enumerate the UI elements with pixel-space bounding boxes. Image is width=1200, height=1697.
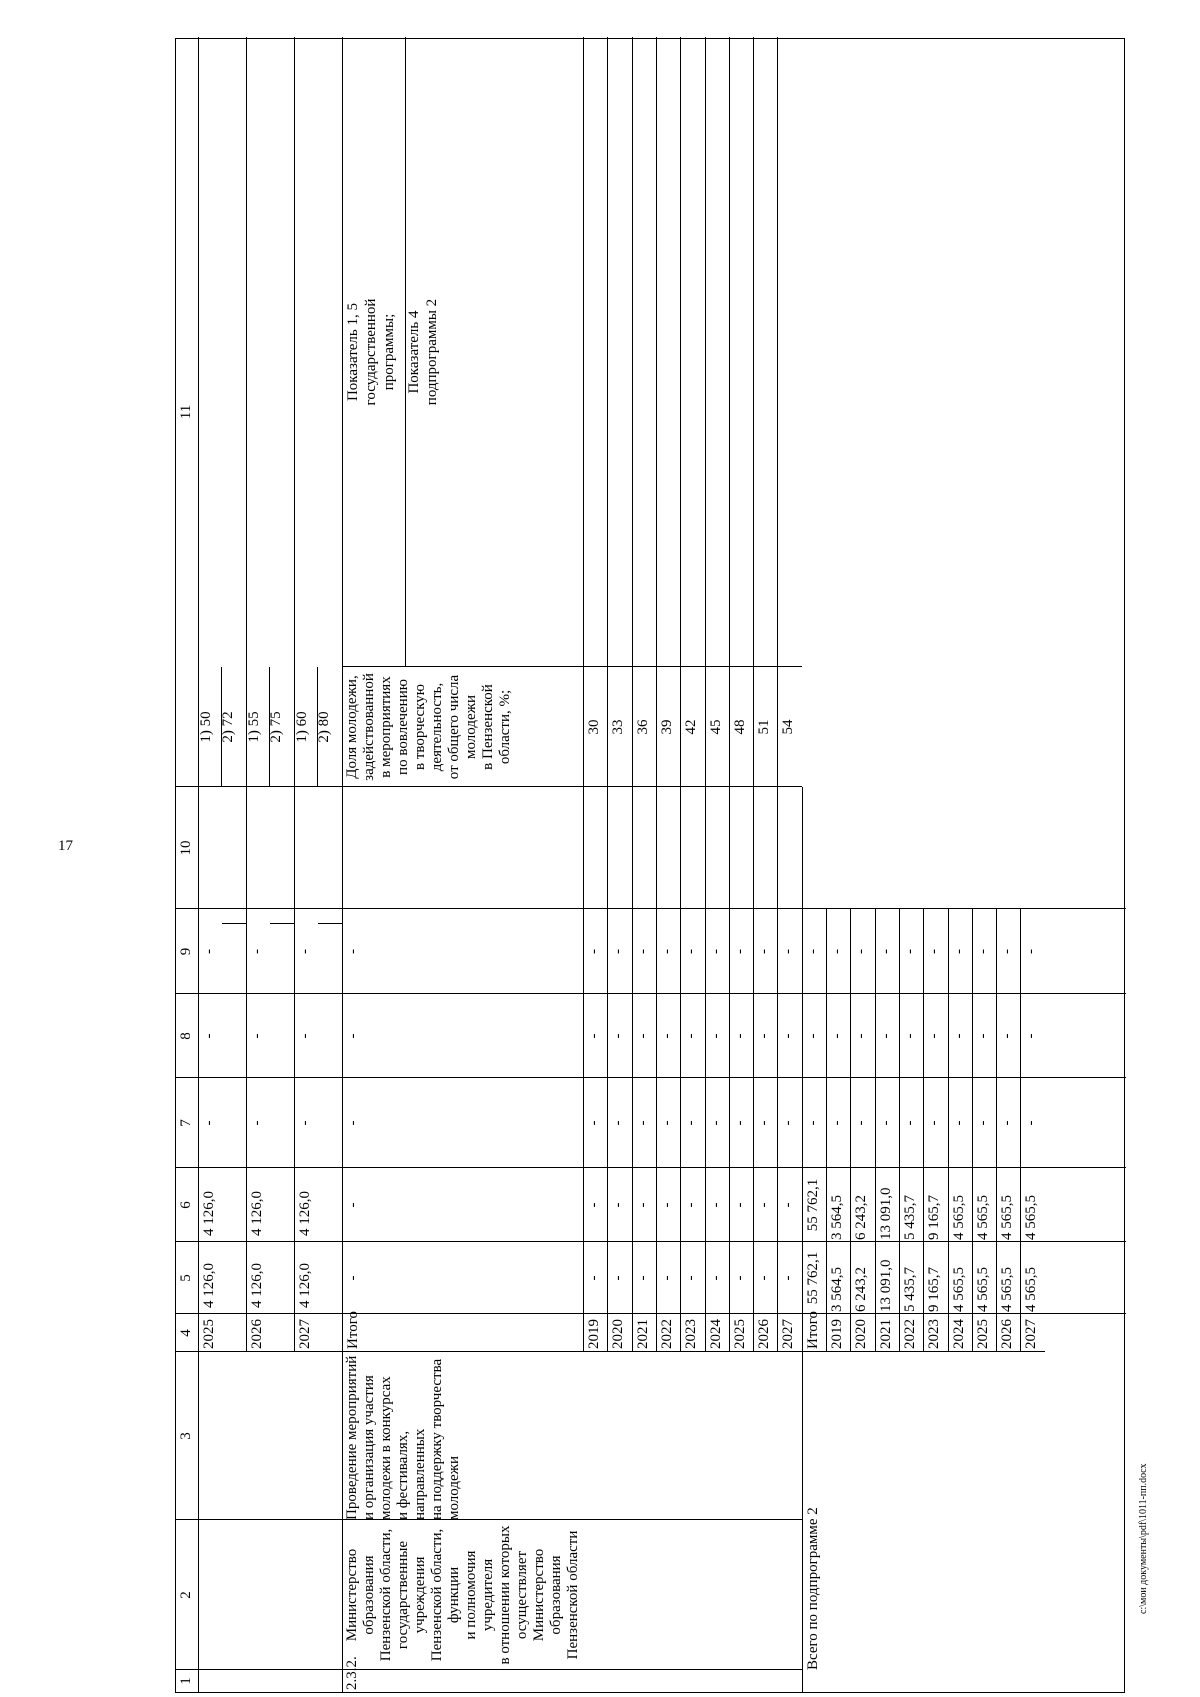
amount-cell: 5 435,7 bbox=[901, 1267, 918, 1312]
column-header: 3 bbox=[178, 1432, 194, 1440]
row-separator bbox=[705, 37, 706, 1352]
column-divider bbox=[342, 993, 802, 994]
table-cell: - bbox=[901, 1033, 918, 1039]
table-cell: - bbox=[707, 949, 724, 954]
column-divider bbox=[802, 993, 1126, 994]
table-cell: - bbox=[610, 1275, 627, 1281]
column-divider bbox=[802, 1167, 1126, 1168]
indicator-value: 36 bbox=[634, 719, 651, 735]
column-divider bbox=[342, 908, 802, 909]
amount-cell: 4 565,5 bbox=[1023, 1195, 1040, 1240]
amount-cell: 4 565,5 bbox=[999, 1195, 1016, 1240]
year-cell: 2023 bbox=[926, 1319, 943, 1349]
column-header: 10 bbox=[178, 840, 194, 856]
column-header: 8 bbox=[178, 1032, 194, 1040]
table-cell: - bbox=[926, 949, 943, 954]
table-cell: - bbox=[756, 1120, 773, 1126]
table-cell: - bbox=[1023, 1120, 1040, 1126]
indicator-value: 1) 50 bbox=[198, 711, 214, 743]
table-cell: - bbox=[999, 1033, 1016, 1039]
table-cell: - bbox=[634, 1120, 651, 1126]
year-cell: 2022 bbox=[658, 1319, 675, 1349]
table-cell: - bbox=[297, 1033, 313, 1039]
row-separator bbox=[729, 37, 730, 1352]
row-separator bbox=[826, 909, 827, 1352]
indicator-value: 2) 80 bbox=[316, 711, 332, 743]
table-cell: - bbox=[201, 1033, 217, 1039]
column-divider bbox=[802, 1241, 1126, 1242]
year-cell: 2027 bbox=[1023, 1319, 1040, 1349]
table-cell: - bbox=[780, 1202, 797, 1208]
row-separator bbox=[899, 909, 900, 1352]
indicator-value: 42 bbox=[683, 719, 700, 735]
amount-cell: 4 126,0 bbox=[297, 1191, 313, 1236]
table-cell: - bbox=[658, 1120, 675, 1126]
amount-cell: 3 564,5 bbox=[829, 1267, 845, 1312]
table-cell: - bbox=[780, 949, 797, 954]
table-cell: - bbox=[780, 1120, 797, 1126]
year-cell: 2025 bbox=[731, 1319, 748, 1349]
table-cell: - bbox=[901, 949, 918, 954]
amount-cell: 55 762,1 bbox=[804, 1251, 821, 1305]
column-divider bbox=[198, 1519, 342, 1520]
amount-cell: 4 565,5 bbox=[950, 1267, 967, 1312]
row-separator bbox=[342, 37, 343, 1352]
amount-cell: 9 165,7 bbox=[926, 1195, 943, 1240]
table-cell: - bbox=[974, 949, 991, 954]
table-cell: - bbox=[249, 949, 265, 954]
column-divider bbox=[342, 1669, 802, 1670]
header-divider bbox=[176, 908, 198, 909]
indicator-value: 39 bbox=[658, 719, 675, 735]
total-label: Итого bbox=[804, 1311, 821, 1349]
row-separator bbox=[583, 37, 584, 1352]
table-cell: - bbox=[707, 1202, 724, 1208]
executor-cell: Министерство образования Пензенской области, государственные учреждения Пензенской области, функции и полномочия учредителя в отношении которых осуществляет Министерство образования Пензенской области bbox=[344, 1525, 581, 1665]
table-cell: - bbox=[707, 1120, 724, 1126]
table-cell: - bbox=[634, 1275, 651, 1281]
table-cell: - bbox=[756, 1275, 773, 1281]
column-divider bbox=[198, 1351, 1045, 1352]
year-cell: 2026 bbox=[756, 1319, 773, 1349]
year-cell: 2025 bbox=[201, 1319, 217, 1349]
year-cell: 2020 bbox=[610, 1319, 627, 1349]
table-cell: - bbox=[756, 1033, 773, 1039]
column-divider bbox=[802, 1077, 1126, 1078]
table-cell: - bbox=[586, 1202, 602, 1208]
table-cell: - bbox=[731, 1202, 748, 1208]
table-cell: - bbox=[780, 1275, 797, 1281]
year-cell: 2024 bbox=[950, 1319, 967, 1349]
year-cell: 2026 bbox=[249, 1319, 265, 1349]
table-cell: - bbox=[586, 1275, 602, 1281]
amount-cell: 4 565,5 bbox=[974, 1267, 991, 1312]
table-cell: - bbox=[634, 949, 651, 954]
column-divider bbox=[198, 1241, 342, 1242]
row-separator bbox=[923, 909, 924, 1352]
table-cell: - bbox=[731, 1120, 748, 1126]
column-divider bbox=[342, 1167, 802, 1168]
table-cell: - bbox=[853, 949, 870, 954]
year-cell: 2026 bbox=[999, 1319, 1016, 1349]
table-cell: - bbox=[683, 1120, 700, 1126]
column-divider bbox=[198, 1313, 342, 1314]
table-cell: - bbox=[999, 1120, 1016, 1126]
column-header: 4 bbox=[178, 1329, 194, 1337]
table-cell: - bbox=[926, 1120, 943, 1126]
table-cell: - bbox=[950, 1033, 967, 1039]
column-header: 6 bbox=[178, 1201, 194, 1209]
table-cell: - bbox=[658, 949, 675, 954]
table-cell: - bbox=[658, 1033, 675, 1039]
amount-cell: 13 091,0 bbox=[877, 1259, 894, 1312]
table-cell: - bbox=[345, 1202, 361, 1208]
table-cell: - bbox=[853, 1033, 870, 1039]
indicator-value: 1) 60 bbox=[294, 711, 310, 743]
year-cell: 2027 bbox=[297, 1319, 313, 1349]
table-cell: - bbox=[297, 1120, 313, 1126]
header-divider bbox=[176, 1669, 198, 1670]
amount-cell: 3 564,5 bbox=[829, 1195, 845, 1240]
indicator-value: 30 bbox=[586, 719, 602, 735]
amount-cell: 4 126,0 bbox=[201, 1263, 217, 1308]
amount-cell: 4 126,0 bbox=[297, 1263, 313, 1308]
cell-stub bbox=[222, 923, 246, 924]
table-cell: - bbox=[610, 1120, 627, 1126]
header-divider bbox=[176, 1351, 198, 1352]
column-divider bbox=[342, 786, 802, 787]
table-cell: - bbox=[1023, 949, 1040, 954]
subprogram-total-label: Всего по подпрограмме 2 bbox=[804, 1507, 821, 1670]
table-cell: - bbox=[804, 949, 821, 954]
year-cell: 2019 bbox=[586, 1319, 602, 1349]
column-header: 9 bbox=[178, 947, 194, 956]
table-cell: - bbox=[586, 1120, 602, 1126]
row-separator bbox=[802, 787, 803, 1352]
item-number: 2.3.2. bbox=[344, 1656, 360, 1690]
table-cell: - bbox=[683, 1275, 700, 1281]
header-divider bbox=[176, 1167, 198, 1168]
year-cell: 2021 bbox=[877, 1319, 894, 1349]
table-cell: - bbox=[707, 1275, 724, 1281]
column-header: 5 bbox=[178, 1274, 194, 1282]
year-cell: 2020 bbox=[853, 1319, 870, 1349]
file-path-footer: c:\мои документы\pdf\1011-пп.docx bbox=[1138, 1463, 1149, 1614]
table-cell: - bbox=[853, 1120, 870, 1126]
page-number: 17 bbox=[58, 838, 73, 854]
amount-cell: 55 762,1 bbox=[804, 1178, 821, 1232]
cell-stub bbox=[318, 923, 342, 924]
table-cell: - bbox=[731, 1033, 748, 1039]
row-separator bbox=[777, 37, 778, 1352]
column-divider bbox=[342, 1241, 802, 1242]
amount-cell: 9 165,7 bbox=[926, 1267, 943, 1312]
table-cell: - bbox=[731, 949, 748, 954]
header-divider bbox=[176, 1241, 198, 1242]
table-cell: - bbox=[658, 1275, 675, 1281]
table-cell: - bbox=[586, 1033, 602, 1039]
table-cell: - bbox=[249, 1033, 265, 1039]
sub-row-separator bbox=[317, 667, 318, 787]
table-cell: - bbox=[610, 949, 627, 954]
row-separator bbox=[680, 37, 681, 1352]
table-cell: - bbox=[201, 1120, 217, 1126]
year-cell: 2022 bbox=[901, 1319, 918, 1349]
amount-cell: 5 435,7 bbox=[901, 1195, 918, 1240]
table-cell: - bbox=[877, 1033, 894, 1039]
table-cell: - bbox=[780, 1033, 797, 1039]
column-header: 7 bbox=[178, 1119, 194, 1127]
table-cell: - bbox=[610, 1033, 627, 1039]
row-separator bbox=[972, 909, 973, 1352]
year-cell: 2023 bbox=[683, 1319, 700, 1349]
year-cell: 2024 bbox=[707, 1319, 724, 1349]
amount-cell: 4 126,0 bbox=[249, 1263, 265, 1308]
column-divider bbox=[342, 1077, 802, 1078]
header-separator bbox=[198, 37, 199, 1692]
table-cell: - bbox=[345, 1275, 361, 1281]
table-cell: - bbox=[877, 949, 894, 954]
rotated-page-content bbox=[175, 38, 1125, 1693]
sub-row-separator bbox=[221, 667, 222, 787]
indicator-value: 2) 75 bbox=[268, 711, 284, 743]
indicator-value: 2) 72 bbox=[220, 711, 236, 743]
table-cell: - bbox=[731, 1275, 748, 1281]
table-cell: - bbox=[950, 1120, 967, 1126]
indicator-value: 1) 55 bbox=[246, 711, 262, 743]
total-label: Итого bbox=[345, 1311, 361, 1349]
table-cell: - bbox=[756, 949, 773, 954]
table-cell: - bbox=[999, 949, 1016, 954]
budget-table bbox=[175, 38, 1125, 1693]
indicator-name: Доля молодежи, задействованной в мероприятиях по вовлечению в творческую деятельность, от общего числа молодежи в Пензенской области, %; bbox=[344, 673, 513, 781]
table-cell: - bbox=[683, 1202, 700, 1208]
column-divider bbox=[342, 666, 802, 667]
amount-cell: 6 243,2 bbox=[853, 1267, 870, 1312]
table-cell: - bbox=[829, 1120, 845, 1126]
table-cell: - bbox=[297, 949, 313, 954]
column-header: 11 bbox=[178, 404, 194, 420]
indicator-value: 45 bbox=[707, 719, 724, 735]
header-divider bbox=[176, 1519, 198, 1520]
table-cell: - bbox=[683, 1033, 700, 1039]
column-divider bbox=[198, 1669, 342, 1670]
table-cell: - bbox=[345, 949, 361, 954]
header-divider bbox=[176, 1077, 198, 1078]
amount-cell: 4 565,5 bbox=[999, 1267, 1016, 1312]
table-cell: - bbox=[877, 1120, 894, 1126]
amount-cell: 4 126,0 bbox=[201, 1191, 217, 1236]
column-divider bbox=[802, 1313, 1126, 1314]
table-cell: - bbox=[345, 1033, 361, 1039]
column-divider bbox=[342, 1313, 802, 1314]
amount-cell: 6 243,2 bbox=[853, 1195, 870, 1240]
indicator-reference: Показатель 1, 5 государственной программы; bbox=[345, 298, 397, 406]
column-divider bbox=[342, 1519, 802, 1520]
row-separator bbox=[1020, 909, 1021, 1352]
table-cell: - bbox=[974, 1033, 991, 1039]
amount-cell: 4 565,5 bbox=[950, 1195, 967, 1240]
column-divider bbox=[198, 993, 342, 994]
header-divider bbox=[176, 1313, 198, 1314]
row-separator bbox=[875, 909, 876, 1352]
table-cell: - bbox=[974, 1120, 991, 1126]
table-cell: - bbox=[926, 1033, 943, 1039]
column-divider bbox=[198, 908, 342, 909]
table-cell: - bbox=[804, 1120, 821, 1126]
row-separator bbox=[607, 37, 608, 1352]
table-cell: - bbox=[901, 1120, 918, 1126]
year-cell: 2021 bbox=[634, 1319, 651, 1349]
table-cell: - bbox=[950, 949, 967, 954]
table-cell: - bbox=[634, 1202, 651, 1208]
row-separator bbox=[850, 909, 851, 1352]
table-cell: - bbox=[586, 949, 602, 954]
table-cell: - bbox=[1023, 1033, 1040, 1039]
table-cell: - bbox=[804, 1033, 821, 1039]
year-cell: 2019 bbox=[829, 1319, 845, 1349]
column-divider bbox=[198, 1077, 342, 1078]
row-separator bbox=[753, 37, 754, 1352]
table-cell: - bbox=[707, 1033, 724, 1039]
amount-cell: 4 565,5 bbox=[974, 1195, 991, 1240]
indicator-value: 48 bbox=[731, 719, 748, 735]
amount-cell: 4 565,5 bbox=[1023, 1267, 1040, 1312]
table-cell: - bbox=[345, 1120, 361, 1126]
amount-cell: 4 126,0 bbox=[249, 1191, 265, 1236]
row-separator bbox=[656, 37, 657, 1352]
header-divider bbox=[176, 993, 198, 994]
header-divider bbox=[176, 786, 198, 787]
row-separator bbox=[632, 37, 633, 1352]
table-cell: - bbox=[634, 1033, 651, 1039]
table-cell: - bbox=[658, 1202, 675, 1208]
table-cell: - bbox=[610, 1202, 627, 1208]
sub-row-separator bbox=[269, 667, 270, 787]
column-divider bbox=[802, 908, 1126, 909]
row-separator bbox=[342, 1352, 343, 1692]
indicator-value: 33 bbox=[610, 719, 627, 735]
row-separator bbox=[996, 909, 997, 1352]
indicator-value: 54 bbox=[780, 719, 797, 735]
indicator-reference: Показатель 4 подпрограммы 2 bbox=[406, 298, 440, 406]
column-header: 2 bbox=[178, 1591, 194, 1599]
measure-name: Проведение мероприятий и организация участия молодежи в конкурсах и фестивалях, направленных на поддержку творчества молодежи bbox=[344, 1355, 462, 1520]
table-cell: - bbox=[683, 949, 700, 954]
table-cell: - bbox=[756, 1202, 773, 1208]
amount-cell: 13 091,0 bbox=[877, 1187, 894, 1240]
year-cell: 2025 bbox=[974, 1319, 991, 1349]
table-cell: - bbox=[249, 1120, 265, 1126]
table-cell: - bbox=[829, 949, 845, 954]
section-separator bbox=[802, 1352, 803, 1692]
cell-stub bbox=[270, 923, 294, 924]
column-header: 1 bbox=[178, 1677, 194, 1685]
row-separator bbox=[948, 909, 949, 1352]
year-cell: 2027 bbox=[780, 1319, 797, 1349]
column-divider bbox=[198, 1167, 342, 1168]
table-cell: - bbox=[201, 949, 217, 954]
table-cell: - bbox=[829, 1033, 845, 1039]
indicator-value: 51 bbox=[756, 719, 773, 735]
